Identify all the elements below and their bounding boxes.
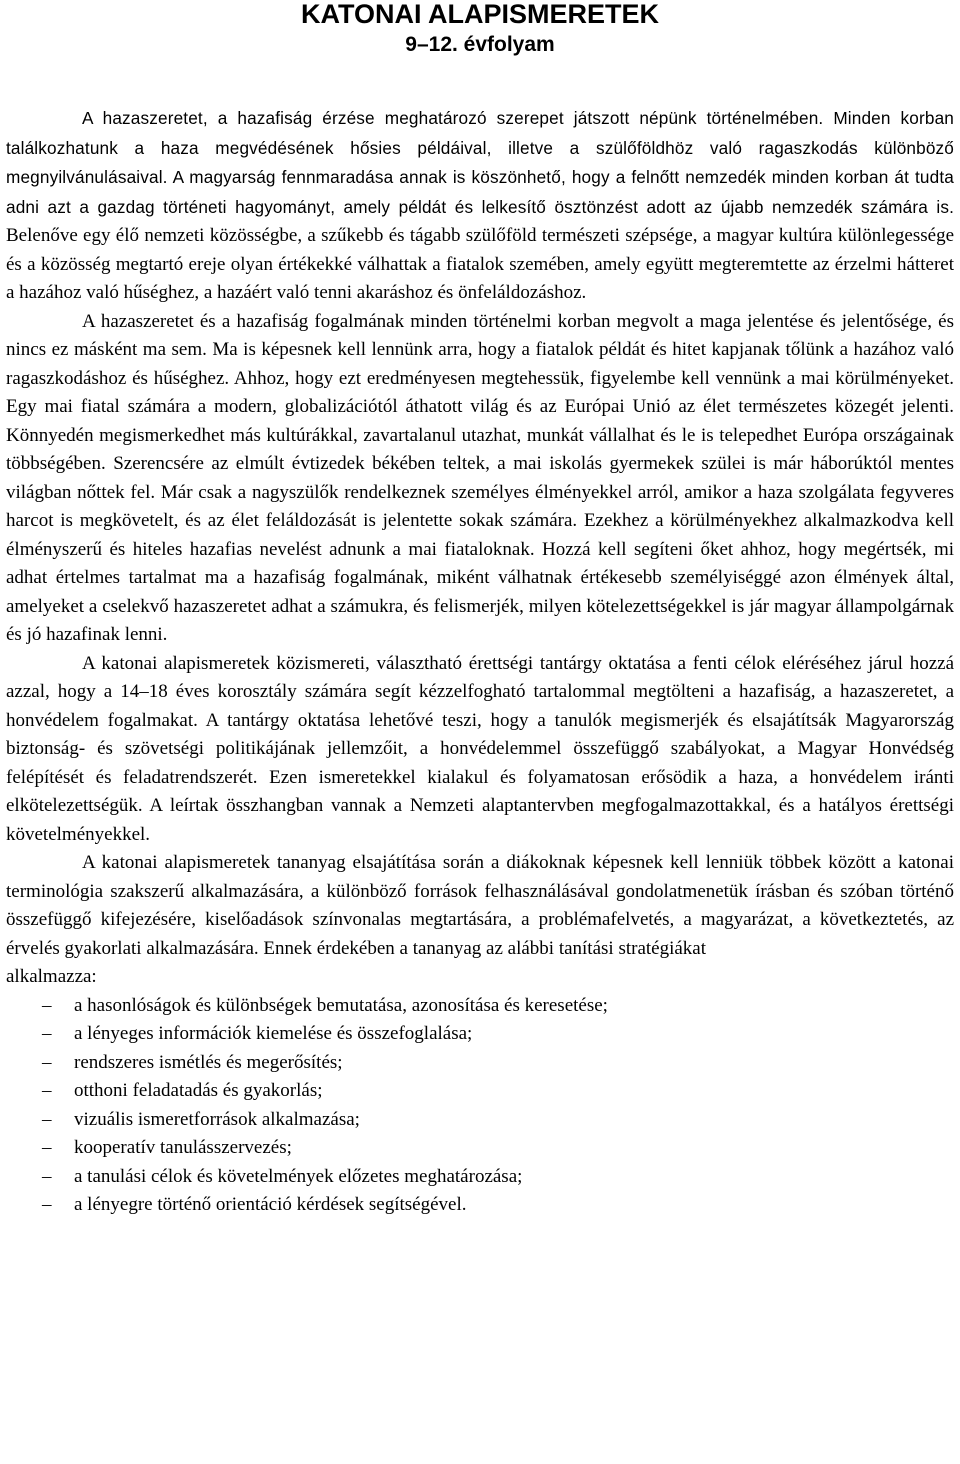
dash-marker: – [42, 1165, 52, 1187]
paragraph-intro [6, 104, 954, 308]
paragraph-strategies-intro: A katonai alapismeretek tananyag elsajátítása során a diákoknak képesnek kell lenniük többek között a katonai terminológia szakszerű alkalmazására, a különböző források felhasználásával gondolatmenetük írásban és szóban történő összefüggő kifejezésére, kiselőadások színvonalas megtartására, a problémafelvetés, a magyarázat, a következtetés, az érvelés gyakorlati alkalmazására. Ennek érdekében a tananyag az alábbi tanítási stratégiákat [6, 852, 954, 959]
list-item [6, 1020, 954, 1049]
dash-marker: – [42, 1051, 52, 1073]
paragraph-patriotism: A hazaszeretet és a hazafiság fogalmának minden történelmi korban megvolt a maga jelentése és jelentősége, és nincs ez másként ma sem. Ma is képesnek kell lennünk arra, hogy a fiatalok példát és hitet kapjanak tőlünk a hazához való ragaszkodáshoz és hűséghez. Ahhoz, hogy ezt eredményesen megtehessük, figyelembe kell vennünk a mai körülményeket. Egy mai fiatal számára a modern, globalizációtól áthatott világ és az Európai Unió az élet természetes közegét jelenti. Könnyedén megismerkedhet más kultúrákkal, zavartalanul utazhat, munkát vállalhat és le is telepedhet Európa országainak többségében. Szerencsére az elmúlt évtizedek békében teltek, a mai iskolás gyermekek szülei is már háborúktól mentes világban nőttek fel. Már csak a nagyszülők rendelkeznek személyes élményekkel arról, amikor a haza szolgálata fegyveres harcot is megkövetelt, és az élet feláldozását is jelentette sokak számára. Ezekhez a körülményekhez alkalmazkodva kell élményszerű és hiteles hazafias nevelést adnunk a mai fiataloknak. Hozzá kell segíteni őket ahhoz, hogy megértsék, mi adhat értelmes tartalmat ma a hazafiság fogalmának, miként válhatnak értékesebb személyiséggé azon élmények által, amelyeket a cselekvő hazaszeretet adhat a számukra, és felismerjék, milyen kötelezettségekkel is jár magyar állampolgárnak és jó hazafinak lenni. [6, 310, 954, 645]
list-item [6, 992, 954, 1021]
paragraph-intro-rest: Belenőve egy élő nemzeti közösségbe, a szűkebb és tágabb szülőföld természeti szépsége, a magyar kultúra különlegessége és a közösség megtartó ereje olyan értékekké válhattak a fiatalok szemében, amely együtt megteremtette az érzelmi hátteret a hazához való hűséghez, a hazáért való tenni akaráshoz és önfeláldozáshoz. [6, 225, 954, 303]
paragraph-subject-goals: A katonai alapismeretek közismereti, választható érettségi tantárgy oktatása a fenti célok eléréséhez járul hozzá azzal, hogy a 14–18 éves korosztály számára segít kézzelfogható tartalommal megtölteni a hazafiság, a hazaszeretet, a honvédelem fogalmakat. A tantárgy oktatása lehetővé teszi, hogy a tanulók megismerjék és elsajátítsák Magyarország biztonság- és szövetségi politikájának jellemzőit, a honvédelemmel összefüggő szabályokat, a Magyar Honvédség felépítését és feladatrendszerét. Ezen ismeretekkel kialakul és folyamatosan erősödik a haza, a honvédelem iránti elkötelezettségük. A leírtak összhangban vannak a Nemzeti alaptantervben megfogalmazottakkal, és a hatályos érettségi követelményekkel. [6, 652, 954, 845]
list-item [6, 1163, 954, 1192]
list-item-text: kooperatív tanulásszervezés; [74, 1137, 292, 1158]
dash-marker: – [42, 1108, 52, 1130]
grade-subtitle: 9–12. évfolyam [405, 33, 555, 56]
dash-marker: – [42, 1137, 52, 1158]
paragraph-intro-lead: A hazaszeretet, a hazafiság érzése meghatározó szerepet játszott népünk történelmében. Minden korban találkozhatunk a haza megvédésének hősies példáival, illetve a szülőföldhöz való ragaszkodás különböző megnyilvánulásaival. A magyarság fennmaradása annak is köszönhető, hogy a felnőtt nemzedék minden korban át tudta adni azt a gazdag történeti hagyományt, amely példát és lelkesítő ösztönzést adott az újabb nemzedék számára is. [6, 108, 954, 217]
list-item [6, 1049, 954, 1078]
dash-marker: – [42, 1080, 52, 1101]
dash-marker: – [42, 1194, 52, 1215]
list-item-text: a lényegre történő orientáció kérdések segítségével. [74, 1194, 467, 1215]
list-item [6, 1077, 954, 1106]
list-item-text: rendszeres ismétlés és megerősítés; [74, 1051, 343, 1073]
strategy-list [6, 992, 954, 1220]
list-item [6, 1106, 954, 1135]
list-item [6, 1191, 954, 1220]
page-title: KATONAI ALAPISMERETEK [300, 0, 659, 29]
list-item [6, 1134, 954, 1163]
list-item-text: a lényeges információk kiemelése és összefoglalása; [74, 1023, 473, 1044]
list-item-text: vizuális ismeretforrások alkalmazása; [74, 1108, 360, 1130]
dash-marker: – [42, 1023, 52, 1044]
dash-marker: – [42, 994, 52, 1016]
list-intro: alkalmazza: [6, 966, 97, 987]
list-item-text: a tanulási célok és követelmények előzetes meghatározása; [74, 1165, 523, 1187]
list-item-text: otthoni feladatadás és gyakorlás; [74, 1080, 323, 1101]
list-item-text: a hasonlóságok és különbségek bemutatása, azonosítása és keresetése; [74, 994, 608, 1016]
